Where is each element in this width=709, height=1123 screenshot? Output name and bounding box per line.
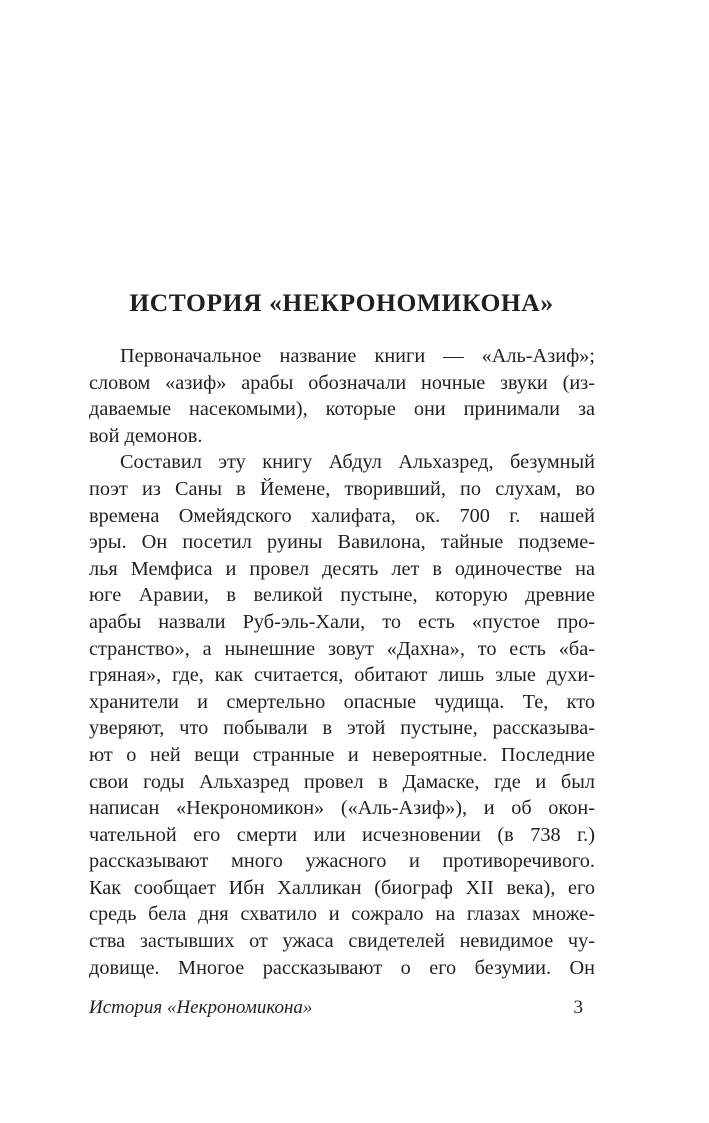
text-line: вой демонов.: [89, 424, 203, 447]
text-line: даваемые насекомыми), которые они принимали за: [89, 398, 595, 421]
text-line: словом «азиф» арабы обозначали ночные звуки (из-: [89, 371, 595, 394]
text-line: Составил эту книгу Абдул Альхазред, безумный: [120, 451, 595, 474]
text-line: Первоначальное название книги — «Аль-Азиф»;: [120, 345, 595, 367]
body-text: [89, 343, 595, 981]
text-line: уверяют, что побывали в этой пустыне, рассказыва-: [89, 717, 595, 740]
text-line: написан «Некрономикон» («Аль-Азиф»), и об окон-: [89, 797, 595, 820]
text-line: странство», а нынешние зовут «Дахна», то есть «ба-: [89, 637, 595, 660]
text-line: ства застывших от ужаса свидетелей невидимое чу-: [89, 930, 595, 953]
page-footer: [89, 993, 595, 1023]
paragraph: [89, 449, 595, 981]
text-line: чательной его смерти или исчезновении (в 738 г.): [89, 823, 595, 846]
text-line: гряная», где, как считается, обитают лишь злые духи-: [89, 664, 595, 687]
text-line: свои годы Альхазред провел в Дамаске, где и был: [89, 770, 595, 793]
page-number: 3: [573, 997, 583, 1018]
text-line: хранители и смертельно опасные чудища. Те, кто: [89, 690, 595, 713]
text-line: ют о ней вещи странные и невероятные. Последние: [89, 743, 595, 766]
chapter-title: ИСТОРИЯ «НЕКРОНОМИКОНА»: [129, 288, 554, 317]
text-line: времена Омейядского халифата, ок. 700 г. нашей: [89, 504, 595, 527]
text-line: средь бела дня схватило и сожрало на глазах множе-: [89, 903, 595, 926]
text-line: юге Аравии, в великой пустыне, которую древние: [89, 584, 595, 607]
text-line: лья Мемфиса и провел десять лет в одиночестве на: [89, 557, 595, 580]
text-line: Как сообщает Ибн Халликан (биограф XII века), его: [89, 876, 595, 899]
text-line: рассказывают много ужасного и противоречивого.: [89, 850, 595, 873]
paragraph: [89, 343, 595, 449]
text-line: эры. Он посетил руины Вавилона, тайные подземе-: [89, 531, 595, 554]
text-line: поэт из Саны в Йемене, творивший, по слухам, во: [89, 477, 595, 500]
text-line: довище. Многое рассказывают о его безумии. Он: [89, 956, 595, 979]
running-title: История «Некрономикона»: [89, 997, 313, 1018]
text-line: арабы назвали Руб-эль-Хали, то есть «пустое про-: [89, 610, 595, 633]
